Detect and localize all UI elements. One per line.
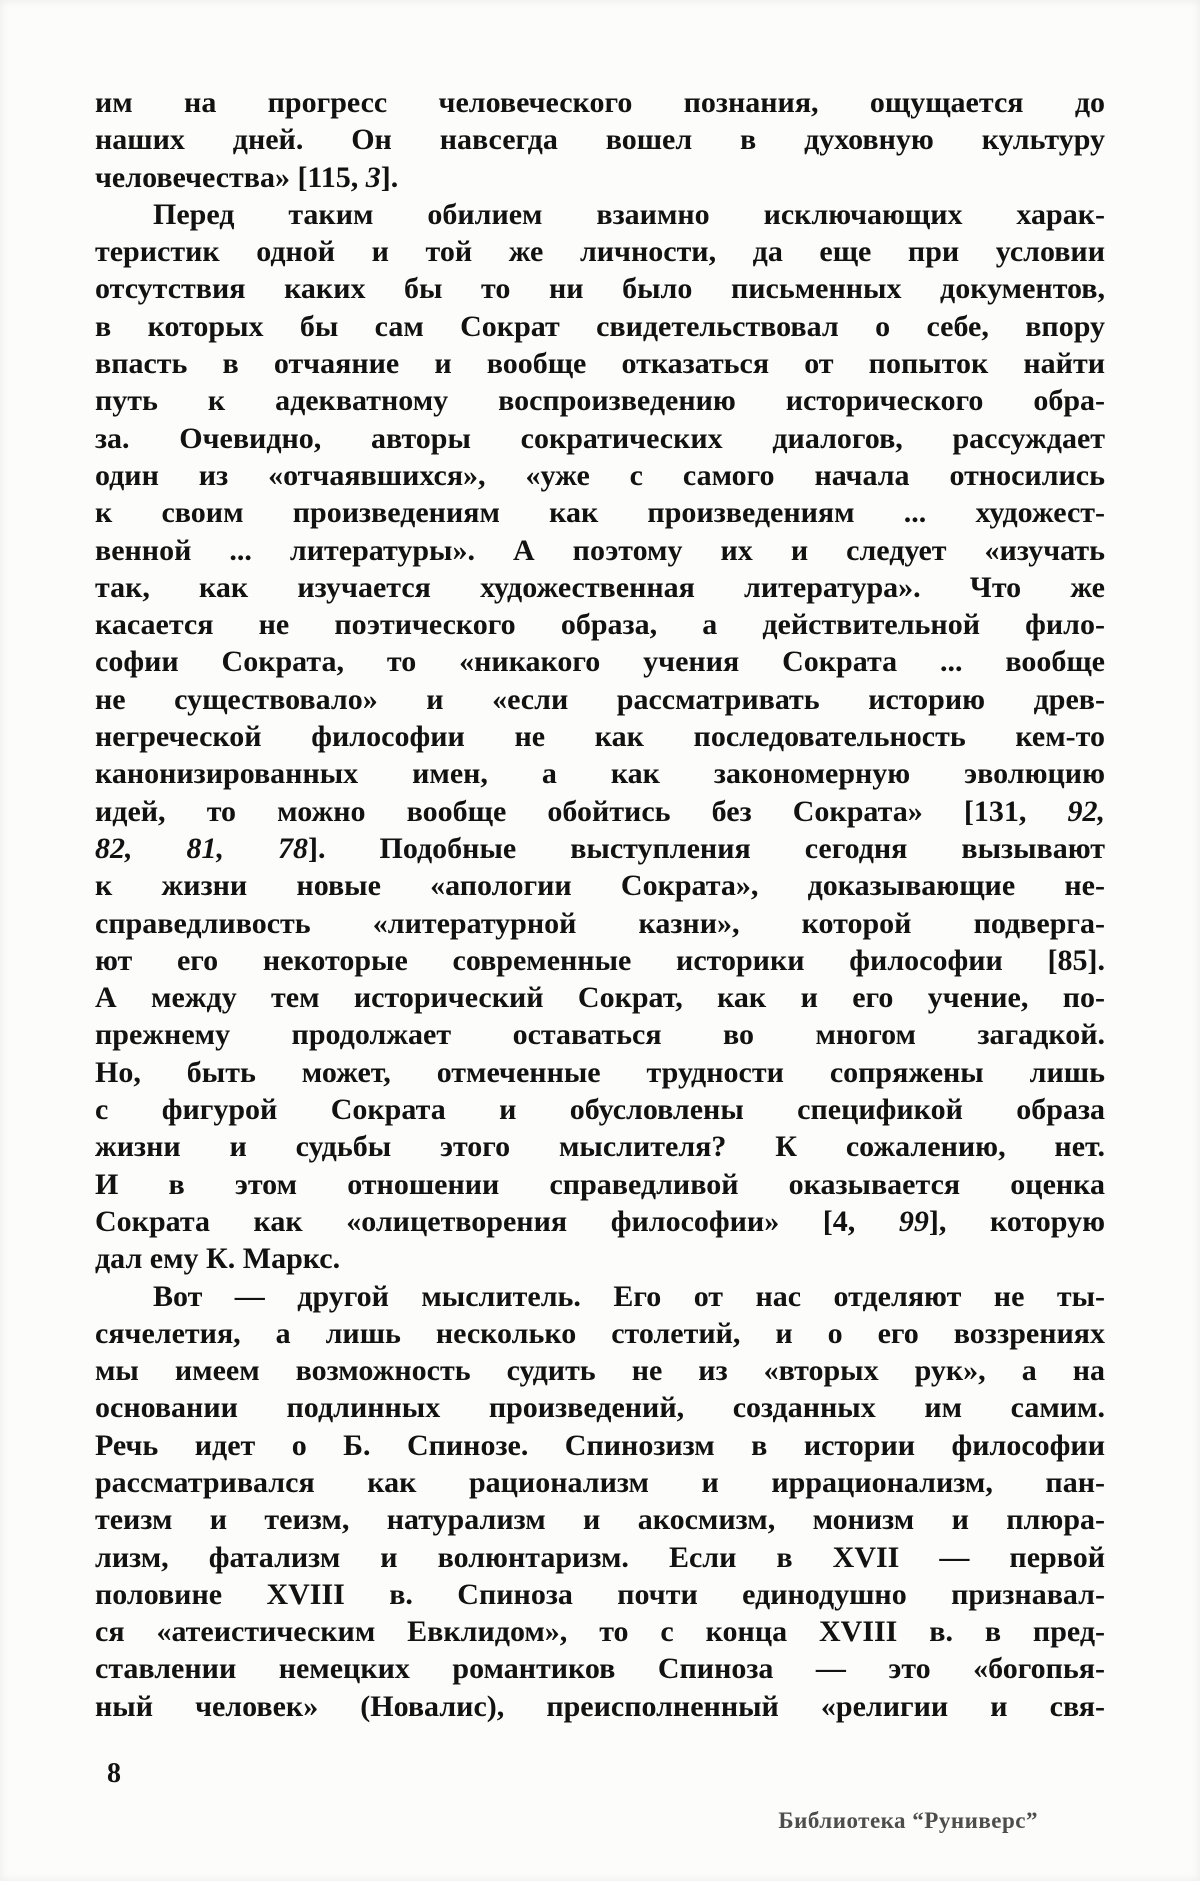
text-line: 82, 81, 78]. Подобные выступления сегодня вызывают — [95, 831, 1105, 865]
text-line: Речь идет о Б. Спинозе. Спинозизм в истории философии — [95, 1428, 1105, 1462]
page-text — [95, 84, 1105, 1725]
text-line: И в этом отношении справедливой оказывается оценка — [95, 1167, 1105, 1201]
text-line: справедливость «литературной казни», которой подверга- — [95, 906, 1105, 940]
text-line: половине XVIII в. Спиноза почти единодушно признавал- — [95, 1577, 1105, 1611]
text-line: человечества» [115, 3]. — [95, 160, 399, 194]
text-line: основании подлинных произведений, созданных им самим. — [95, 1391, 1105, 1425]
text-line: один из «отчаявшихся», «уже с самого начала относились — [95, 458, 1105, 492]
text-line: Вот — другой мыслитель. Его от нас отделяют не ты- — [153, 1279, 1105, 1313]
text-line: А между тем исторический Сократ, как и его учение, по- — [95, 981, 1105, 1015]
text-line: путь к адекватному воспроизведению исторического обра- — [95, 384, 1105, 418]
text-line: не существовало» и «если рассматривать историю древ- — [95, 682, 1105, 716]
text-line: ный человек» (Новалис), преисполненный «религии и свя- — [95, 1689, 1105, 1723]
text-line: за. Очевидно, авторы сократических диалогов, рассуждает — [95, 421, 1105, 455]
text-line: к своим произведениям как произведениям ... художест- — [95, 496, 1105, 530]
text-line: рассматривался как рационализм и иррационализм, пан- — [95, 1465, 1105, 1499]
text-line: лизм, фатализм и волюнтаризм. Если в XVII — первой — [95, 1540, 1105, 1574]
text-line: негреческой философии не как последовательность кем-то — [95, 720, 1105, 754]
text-line: канонизированных имен, а как закономерную эволюцию — [95, 757, 1105, 791]
text-line: ся «атеистическим Евклидом», то с конца XVIII в. в пред- — [95, 1615, 1105, 1649]
text-line: прежнему продолжает оставаться во многом загадкой. — [95, 1018, 1105, 1052]
text-line: наших дней. Он навсегда вошел в духовную культуру — [95, 123, 1105, 157]
text-line: касается не поэтического образа, а действительной фило- — [95, 608, 1105, 642]
text-line: с фигурой Сократа и обусловлены спецификой образа — [95, 1093, 1105, 1127]
library-watermark: Библиотека “Руниверс” — [778, 1808, 1038, 1833]
text-line: им на прогресс человеческого познания, ощущается до — [95, 86, 1105, 119]
text-line: сячелетия, а лишь несколько столетий, и о его воззрениях — [95, 1316, 1105, 1350]
page-number: 8 — [107, 1758, 121, 1789]
text-line: жизни и судьбы этого мыслителя? К сожалению, нет. — [95, 1130, 1105, 1164]
text-line: ют его некоторые современные историки философии [85]. — [95, 943, 1105, 977]
text-line: в которых бы сам Сократ свидетельствовал о себе, впору — [95, 309, 1105, 343]
text-line: Сократа как «олицетворения философии» [4, 99], которую — [95, 1204, 1105, 1238]
text-line: ставлении немецких романтиков Спиноза — это «богопья- — [95, 1652, 1105, 1686]
text-line: софии Сократа, то «никакого учения Сократа ... вообще — [95, 645, 1105, 679]
text-line: дал ему К. Маркс. — [95, 1242, 341, 1276]
text-line: Но, быть может, отмеченные трудности сопряжены лишь — [95, 1055, 1105, 1089]
text-line: отсутствия каких бы то ни было письменных документов, — [95, 272, 1105, 306]
text-line: венной ... литературы». А поэтому их и следует «изучать — [95, 533, 1105, 567]
text-line: идей, то можно вообще обойтись без Сократа» [131, 92, — [95, 794, 1105, 828]
text-line: впасть в отчаяние и вообще отказаться от попыток найти — [95, 347, 1105, 381]
text-line: к жизни новые «апологии Сократа», доказывающие не- — [95, 869, 1105, 903]
text-line: Перед таким обилием взаимно исключающих харак- — [153, 197, 1105, 231]
text-line: мы имеем возможность судить не из «вторых рук», а на — [95, 1354, 1105, 1388]
text-line: так, как изучается художественная литература». Что же — [95, 570, 1105, 604]
text-line: теизм и теизм, натурализм и акосмизм, монизм и плюра- — [95, 1503, 1105, 1537]
text-line: теристик одной и той же личности, да еще при условии — [95, 235, 1105, 269]
